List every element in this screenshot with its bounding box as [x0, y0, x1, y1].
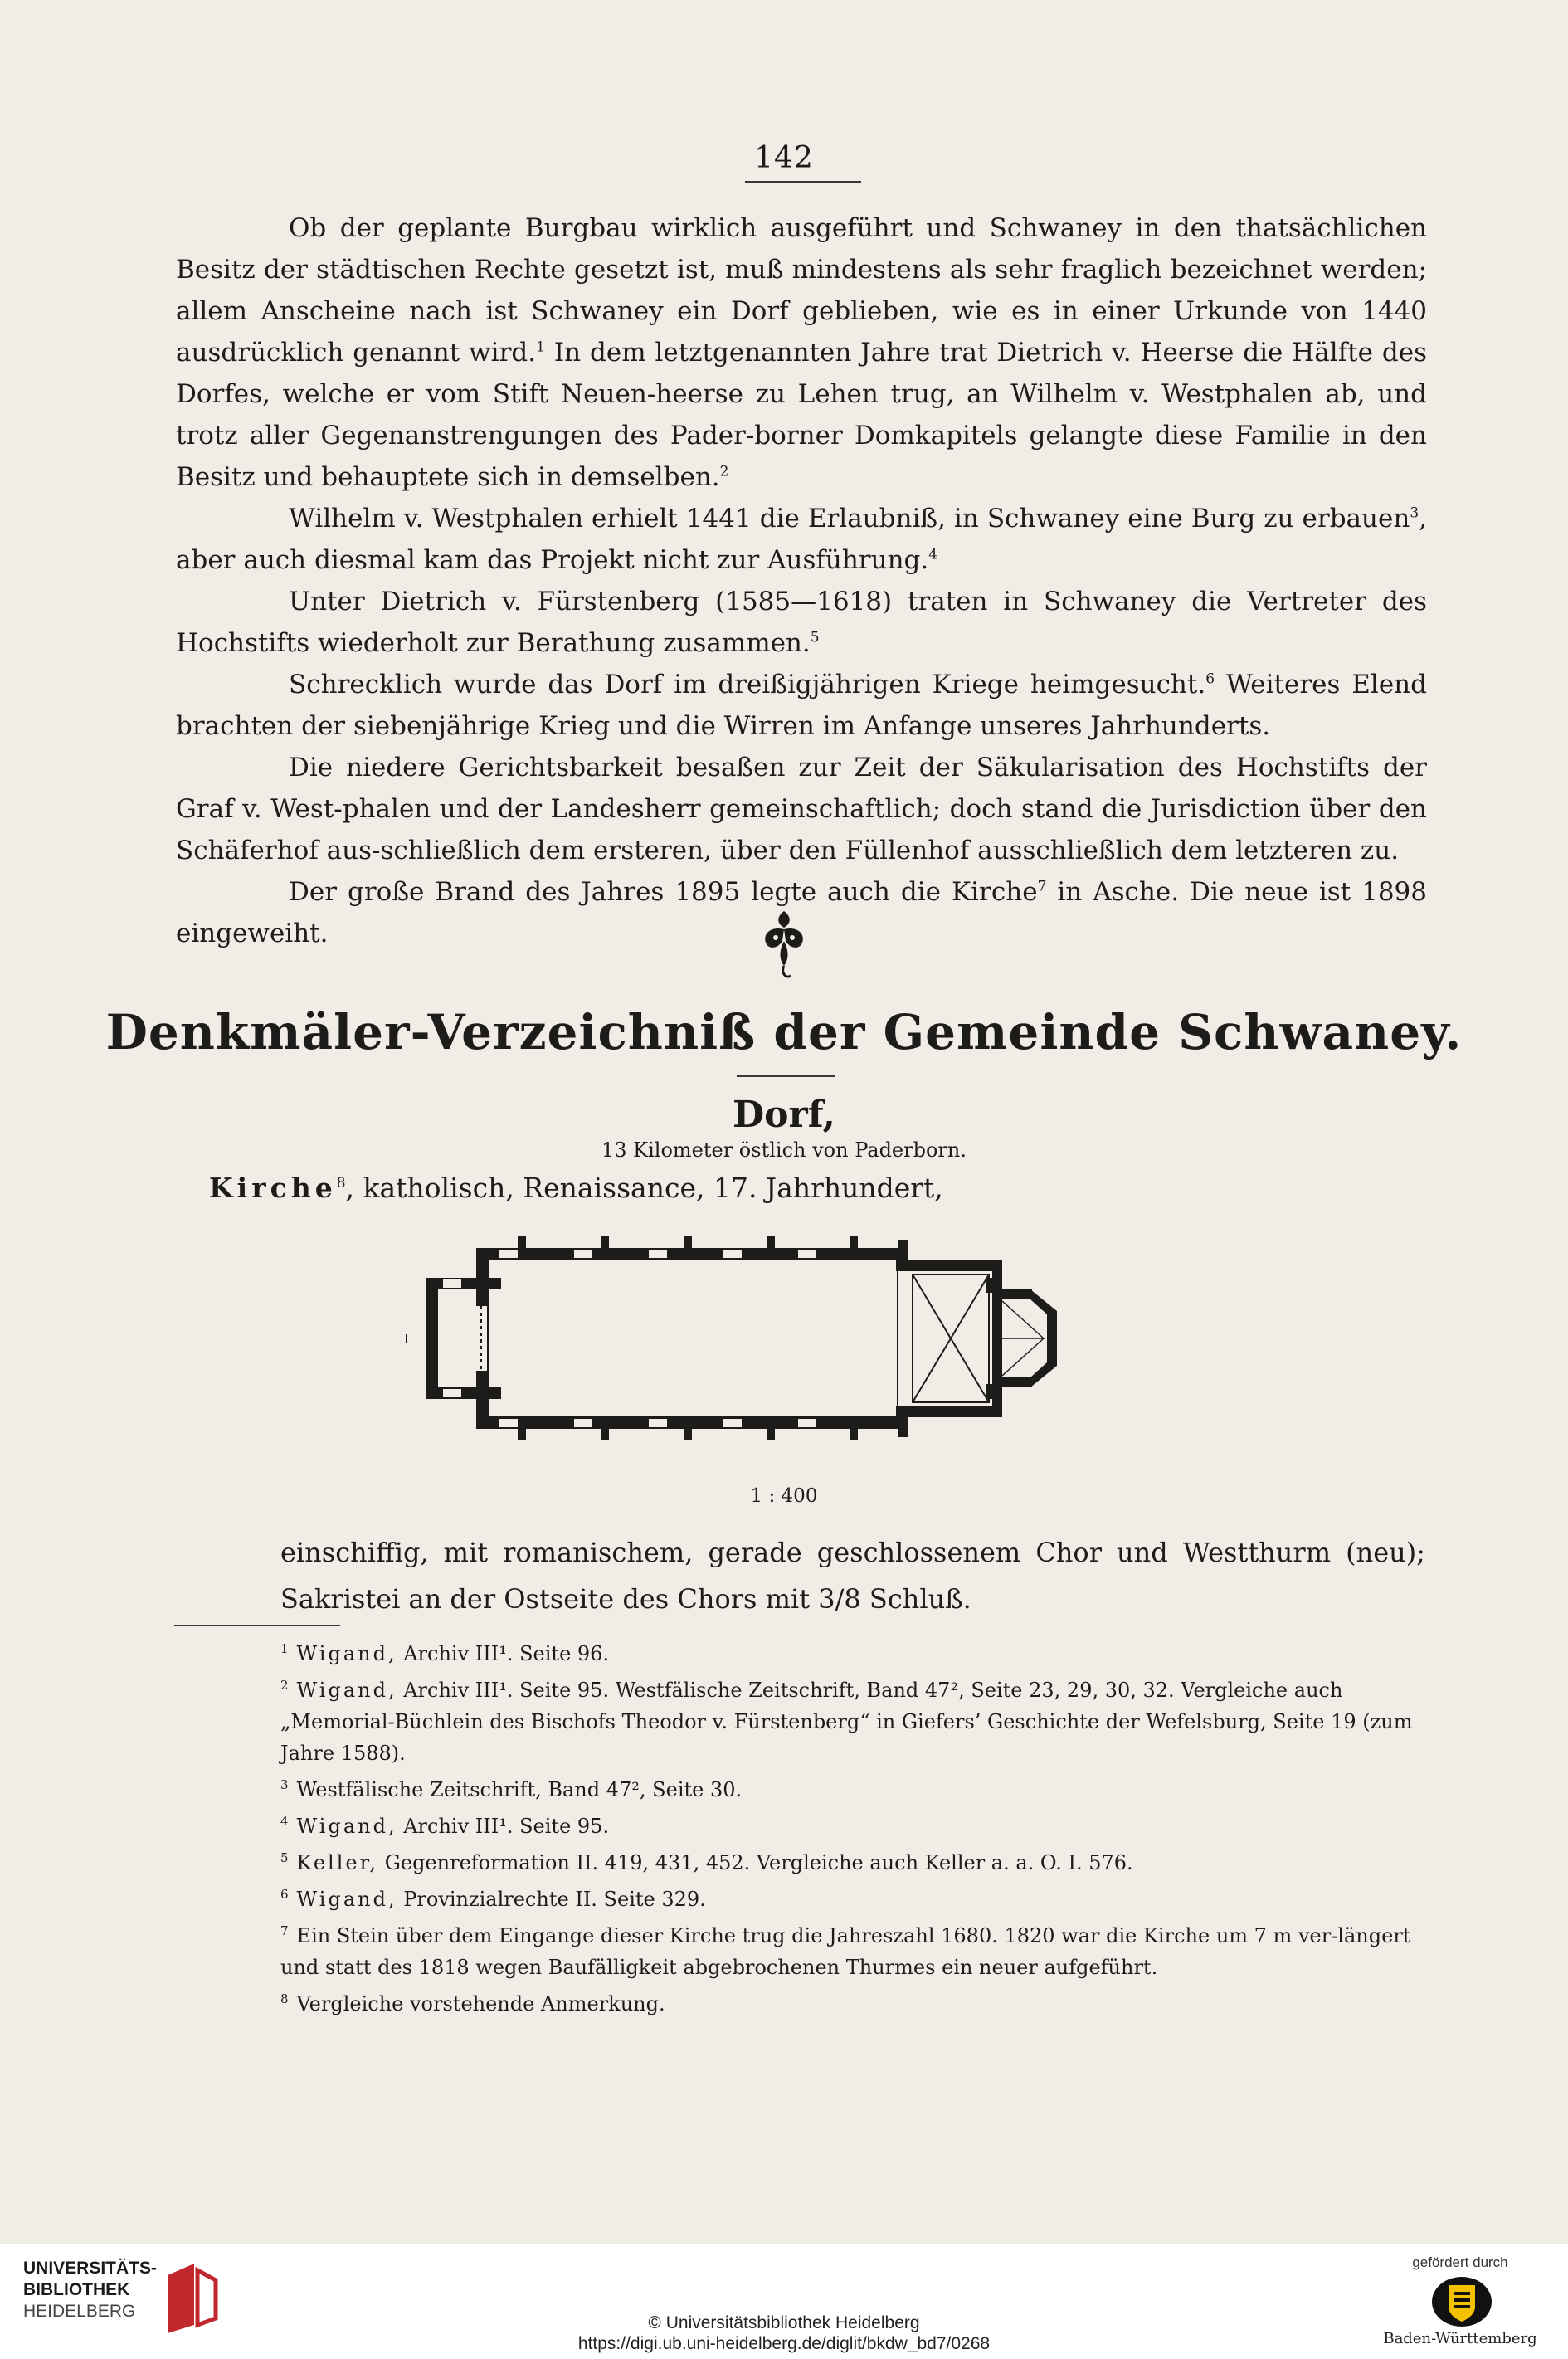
body-paragraph	[176, 747, 1427, 871]
location-note: 13 Kilometer östlich von Paderborn.	[601, 1138, 967, 1162]
footnote-author: Wigand,	[296, 1679, 397, 1702]
body-paragraph	[176, 664, 1427, 747]
body-paragraph	[176, 207, 1427, 498]
body-paragraph	[176, 581, 1427, 664]
footnote-ref: 7	[1037, 878, 1047, 895]
description-end: Schluß.	[860, 1583, 971, 1615]
footnote	[176, 1806, 1427, 1842]
fleuron-ornament	[751, 904, 817, 987]
paragraph-text: Die niedere Gerichtsbarkeit besaßen zur Zeit der Säkularisation des Hochstifts der Graf v. West-phalen und der Landesherr gemeinschaftlich; doch stand die Jurisdiction über den Schäferhof aus-schließlich dem ersteren, über den Füllenhof ausschließlich dem letzteren zu.	[176, 753, 1427, 865]
footnote-ref: 3	[1410, 504, 1419, 522]
copyright-notice: © Universitätsbibliothek Heidelberg	[648, 2313, 920, 2332]
footnote-number: 6	[280, 1887, 289, 1902]
footnote	[176, 1879, 1427, 1915]
footnote-author: Keller,	[296, 1851, 379, 1874]
footnote-number: 4	[280, 1814, 289, 1829]
footnote-text: Provinzialrechte II. Seite 329.	[397, 1888, 706, 1911]
footnote-text: Archiv III¹. Seite 96.	[397, 1642, 610, 1665]
section-heading: Denkmäler-Verzeichniß der Gemeinde Schwaney.	[105, 1004, 1463, 1060]
footnote-ref: 1	[536, 339, 545, 356]
footnote-author: Wigand,	[296, 1815, 397, 1838]
church-description	[280, 1529, 1425, 1622]
footnote-ref: 6	[1205, 670, 1215, 688]
library-line-1: UNIVERSITÄTS-	[23, 2259, 158, 2278]
footnote	[176, 1915, 1427, 1983]
footnote-author: Wigand,	[296, 1642, 397, 1665]
paragraph-text: Ob der geplante Burgbau wirklich ausgeführt und Schwaney in den thatsächlichen Besitz der städtischen Rechte gesetzt ist, muß mindestens als sehr fraglich bezeichnet werden; allem Anscheine nach ist Schwaney ein Dorf geblieben, wie es in einer Urkunde von 1440 ausdrücklich genannt wird.	[176, 213, 1427, 368]
footnote-text: Vergleiche vorstehende Anmerkung.	[296, 1992, 665, 2015]
footnote	[176, 1769, 1427, 1806]
footnote	[176, 1669, 1427, 1769]
church-floor-plan	[402, 1231, 1190, 1447]
paragraph-text: Schrecklich wurde das Dorf im dreißigjährigen Kriege heimgesucht.	[289, 670, 1206, 699]
footnote-number: 7	[280, 1923, 289, 1938]
footnote-number: 8	[280, 1991, 289, 2006]
entry-text: , katholisch, Renaissance, 17. Jahrhundert,	[345, 1172, 943, 1204]
place-heading: Dorf,	[733, 1094, 835, 1136]
funded-by-label: gefördert durch	[1412, 2254, 1508, 2270]
footnote-number: 5	[280, 1850, 289, 1865]
entry-name: Kirche	[209, 1172, 337, 1204]
funder-name: Baden-Württemberg	[1383, 2330, 1537, 2347]
footnote-text: Gegenreformation II. 419, 431, 452. Vergleiche auch Keller a. a. O. I. 576.	[378, 1851, 1133, 1874]
footnote	[176, 1983, 1427, 2020]
paragraph-text: in Asche. Die neue ist 1898 eingeweiht.	[176, 877, 1427, 948]
footnote-number: 2	[280, 1678, 289, 1693]
page-number: 142	[754, 141, 814, 175]
body-paragraph	[176, 498, 1427, 581]
body-text	[176, 207, 1427, 954]
paragraph-text: Unter Dietrich v. Fürstenberg (1585—1618) traten in Schwaney die Vertreter des Hochstifts wiederholt zur Berathung zusammen.	[176, 587, 1427, 658]
plan-scale: 1 : 400	[750, 1485, 818, 1507]
monument-entry	[209, 1172, 943, 1204]
footnote-text: Archiv III¹. Seite 95. Westfälische Zeitschrift, Band 47², Seite 23, 29, 30, 32. Vergleiche auch „Memorial-Büchlein des Bischofs Theodor v. Fürstenberg“ in Giefers’ Geschichte der Wefelsburg, Seite 19 (zum Jahre 1588).	[280, 1679, 1413, 1765]
footnote-ref: 4	[928, 546, 938, 563]
footnote	[176, 1842, 1427, 1879]
entry-footnote-ref: 8	[336, 1175, 346, 1192]
description-text: einschiffig, mit romanischem, gerade geschlossenem Chor und Westthurm (neu); Sakristei an der Ostseite des Chors mit	[280, 1537, 1425, 1615]
library-line-2: BIBLIOTHEK	[23, 2280, 130, 2299]
footnote-ref: 2	[719, 463, 729, 480]
paragraph-text: Weiteres Elend brachten der siebenjährige Krieg und die Wirren im Anfange unseres Jahrhunderts.	[176, 670, 1427, 741]
footnote-rule	[174, 1625, 340, 1626]
paragraph-text: , aber auch diesmal kam das Projekt nicht zur Ausführung.	[176, 504, 1427, 575]
paragraph-text: Der große Brand des Jahres 1895 legte auch die Kirche	[289, 877, 1038, 907]
footnote-author: Wigand,	[296, 1888, 397, 1911]
footnote-text: Archiv III¹. Seite 95.	[397, 1815, 610, 1838]
footnote-ref: 5	[810, 629, 820, 646]
baden-wuerttemberg-emblem-icon	[1429, 2274, 1495, 2330]
permalink[interactable]: https://digi.ub.uni-heidelberg.de/diglit/bkdw_bd7/0268	[577, 2334, 991, 2353]
footnote-number: 3	[280, 1777, 289, 1792]
footnote	[176, 1633, 1427, 1669]
footnote-number: 1	[280, 1641, 289, 1656]
paragraph-text: In dem letztgenannten Jahre trat Dietrich v. Heerse die Hälfte des Dorfes, welche er vom Stift Neuen-heerse zu Lehen trug, an Wilhelm v. Westphalen ab, und trotz aller Gegenanstrengungen des Pader-borner Domkapitels gelangte diese Familie in den Besitz und behauptete sich in demselben.	[176, 338, 1427, 492]
footnote-text: Westfälische Zeitschrift, Band 47², Seite 30.	[296, 1778, 743, 1801]
heading-rule	[737, 1075, 835, 1077]
description-fraction: 3/8	[818, 1583, 861, 1615]
paragraph-text: Wilhelm v. Westphalen erhielt 1441 die Erlaubniß, in Schwaney eine Burg zu erbauen	[289, 504, 1410, 534]
page-number-rule	[745, 181, 861, 183]
library-line-3: HEIDELBERG	[23, 2302, 136, 2321]
footnote-text: Ein Stein über dem Eingange dieser Kirche trug die Jahreszahl 1680. 1820 war die Kirche um 7 m ver-längert und statt des 1818 wegen Baufälligkeit abgebrochenen Thurmes ein neuer aufgeführt.	[280, 1924, 1411, 1979]
footnotes	[176, 1633, 1427, 2020]
